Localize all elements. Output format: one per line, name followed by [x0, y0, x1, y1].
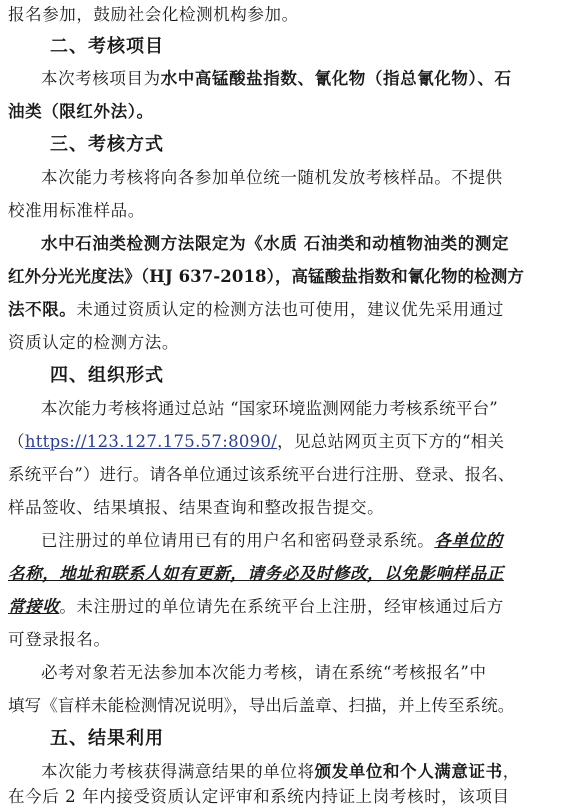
bold-text-line: 水中石油类检测方法限定为《水质 石油类和动植物油类的测定 [41, 234, 510, 253]
text-line: 校准用标准样品。 [8, 201, 145, 220]
bold-text: 法不限。 [8, 300, 77, 319]
text-line [8, 299, 573, 321]
text-span: 本次考核项目为 [41, 69, 161, 88]
section-heading-5: 五、结果利用 [50, 728, 164, 749]
bold-text-line: 油类（限红外法）。 [8, 102, 154, 121]
text-line: 样品签收、结果填报、结果查询和整改报告提交。 [8, 498, 385, 517]
emphasis-text: 常接收 [8, 597, 60, 616]
text-span: 已注册过的单位请用已有的用户名和密码登录系统。 [41, 531, 435, 550]
text-line: 资质认定的检测方法。 [8, 333, 179, 352]
section-heading-4: 四、组织形式 [50, 365, 164, 386]
section-heading-2: 二、考核项目 [50, 36, 164, 57]
text-line [41, 761, 573, 783]
text-line: 报名参加，鼓励社会化检测机构参加。 [8, 5, 299, 24]
bold-text: 颁发单位和个人满意证书 [314, 762, 503, 781]
text-span: 。未注册过的单位请先在系统平台上注册，经审核通过后方 [59, 597, 504, 616]
text-span: ，见总站网页主页下方的“相关 [277, 432, 505, 451]
text-span: （ [8, 432, 25, 451]
text-line [8, 596, 573, 618]
text-line: 本次能力考核将通过总站 “国家环境监测网能力考核系统平台” [41, 399, 498, 418]
text-line [8, 431, 573, 453]
text-line: 可登录报名。 [8, 630, 111, 649]
platform-link[interactable]: https://123.127.175.57:8090/ [24, 432, 278, 451]
text-span: ， [502, 762, 520, 781]
text-line: 必考对象若无法参加本次能力考核，请在系统“考核报名”中 [41, 663, 487, 682]
bold-text-line: 红外分光光度法》（HJ 637-2018），高锰酸盐指数和氰化物的检测方 [8, 267, 524, 286]
bold-text: 水中高锰酸盐指数、氰化物（指总氰化物）、石 [160, 69, 512, 88]
emphasis-text-line: 名称，地址和联系人如有更新，请务必及时修改，以免影响样品正 [8, 564, 504, 583]
section-heading-3: 三、考核方式 [50, 134, 164, 155]
emphasis-text: 各单位的 [434, 531, 503, 550]
text-span: 未通过资质认定的检测方法也可使用，建议优先采用通过 [76, 300, 504, 319]
text-span: 本次能力考核获得满意结果的单位将 [41, 762, 315, 781]
text-line: 在今后 2 年内接受资质认定评审和系统内持证上岗考核时，该项目 [8, 787, 510, 806]
text-line: 系统平台”）进行。请各单位通过该系统平台进行注册、登录、报名、 [8, 465, 515, 484]
text-line: 本次能力考核将向各参加单位统一随机发放考核样品。不提供 [41, 168, 503, 187]
text-line [41, 530, 573, 552]
text-line [41, 68, 573, 90]
text-line: 填写《盲样未能检测情况说明》，导出后盖章、扫描，并上传至系统。 [8, 696, 515, 715]
